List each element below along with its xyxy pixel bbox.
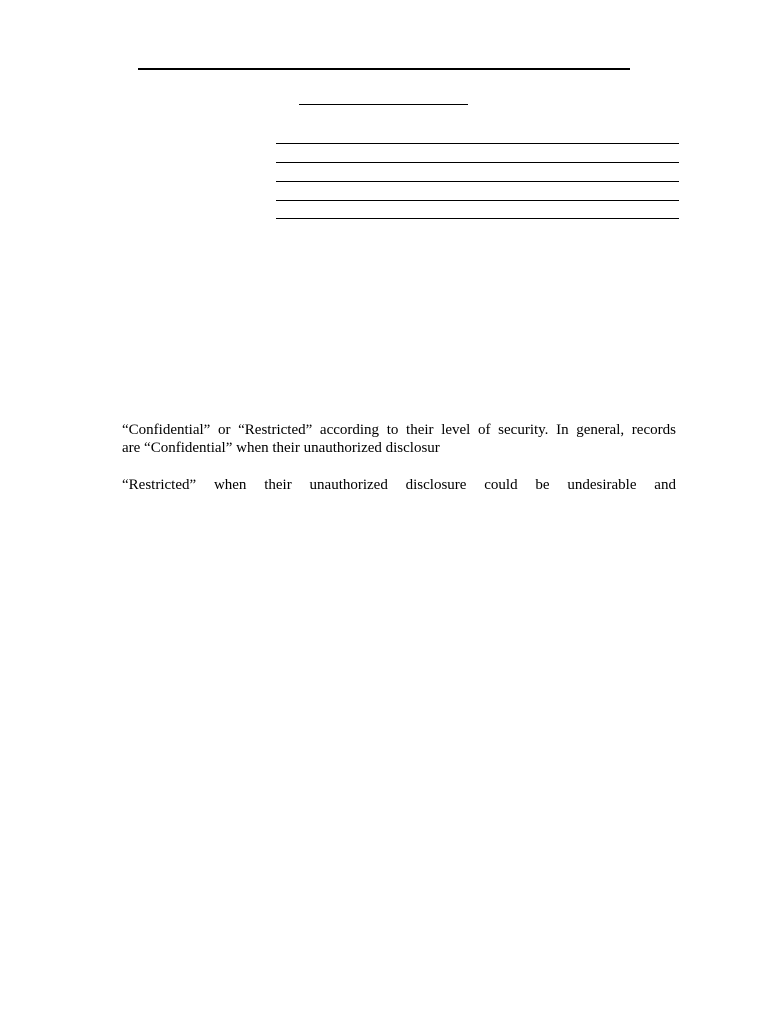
title-rule: [138, 68, 630, 70]
blank-field-line: [276, 143, 679, 144]
word: and: [654, 477, 676, 493]
word: “Restricted”: [122, 477, 197, 493]
word: when: [213, 477, 247, 493]
word: records: [631, 422, 676, 438]
paragraph-1-line-1: [122, 421, 676, 439]
blank-field-line: [276, 218, 679, 219]
word: general,: [576, 422, 625, 438]
word: level: [441, 422, 471, 438]
paragraph-1-line-2: are “Confidential” when their unauthorized disclosur: [122, 440, 440, 456]
word: their: [406, 422, 434, 438]
word: or: [217, 422, 231, 438]
word: undesirable: [567, 477, 637, 493]
word: according: [319, 422, 380, 438]
word: “Confidential”: [122, 422, 211, 438]
word: of: [478, 422, 491, 438]
word: “Restricted”: [238, 422, 313, 438]
word: unauthorized: [309, 477, 388, 493]
blank-field-line: [276, 162, 679, 163]
blank-field-line: [276, 200, 679, 201]
paragraph-2-line-1: [122, 476, 676, 494]
subtitle-rule: [299, 104, 468, 105]
word: be: [535, 477, 550, 493]
word: to: [386, 422, 399, 438]
word: could: [484, 477, 518, 493]
word: security.: [498, 422, 549, 438]
word: In: [556, 422, 569, 438]
word: disclosure: [405, 477, 467, 493]
blank-field-line: [276, 181, 679, 182]
word: their: [264, 477, 292, 493]
